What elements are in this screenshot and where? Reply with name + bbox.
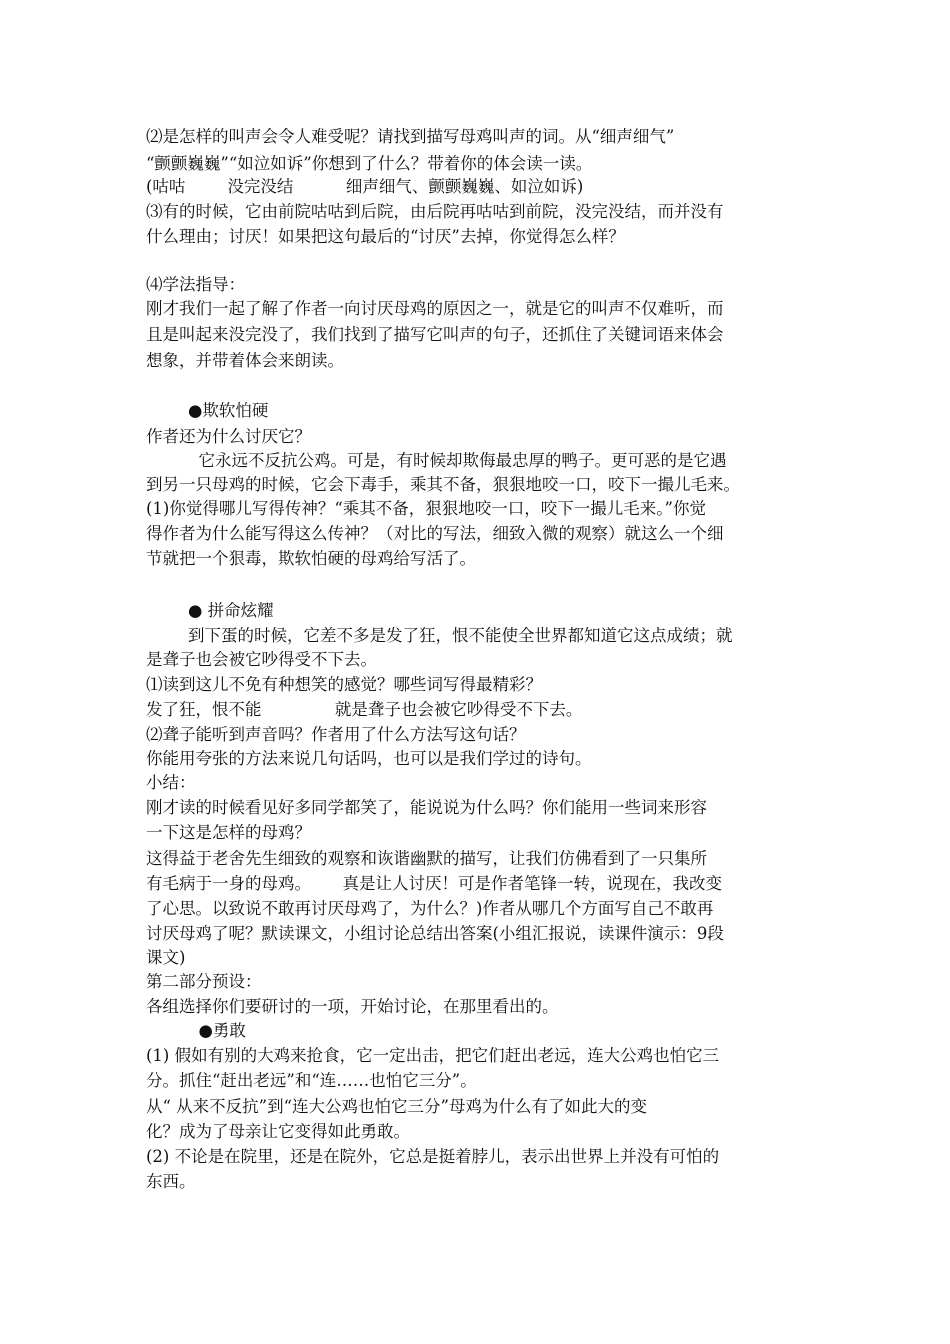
text-line: 各组选择你们要研讨的一项，开始讨论，在那里看出的。 [146, 997, 559, 1016]
text-line: ⑵是怎样的叫声会令人难受呢？请找到描写母鸡叫声的词。从“细声细气” [146, 127, 675, 146]
text-line: (2) 不论是在院里，还是在院外，它总是挺着脖儿，表示出世界上并没有可怕的 [146, 1147, 720, 1166]
text-line: ⑶有的时候，它由前院咕咕到后院，由后院再咕咕到前院，没完没结，而并没有 [146, 202, 724, 221]
text-line: 刚才我们一起了解了作者一向讨厌母鸡的原因之一，就是它的叫声不仅难听，而 [146, 299, 724, 318]
text-line: 且是叫起来没完没了，我们找到了描写它叫声的句子，还抓住了关键词语来体会 [146, 325, 724, 344]
bullet-heading: ● 拼命炫耀 [146, 601, 274, 620]
text-line: 到另一只母鸡的时候，它会下毒手，乘其不备，狠狠地咬一口，咬下一撮儿毛来。 [146, 475, 740, 494]
section-heading: 第二部分预设： [146, 972, 262, 991]
text-line: 发了狂，恨不能 就是聋子也会被它吵得受不下去。 [146, 700, 583, 719]
text-line: 了心思。以致说不敢再讨厌母鸡了，为什么？)作者从哪几个方面写自己不敢再 [146, 899, 714, 918]
text-line: 化？成为了母亲让它变得如此勇敢。 [146, 1122, 410, 1141]
text-line: 想象，并带着体会来朗读。 [146, 351, 344, 370]
text-line: (1) 假如有别的大鸡来抢食，它一定出击，把它们赶出老远，连大公鸡也怕它三 [146, 1046, 720, 1065]
section-heading: 小结： [146, 773, 196, 792]
text-line: 东西。 [146, 1172, 196, 1191]
text-line: 节就把一个狠毒，欺软怕硬的母鸡给写活了。 [146, 549, 476, 568]
section-heading: ⑷学法指导： [146, 275, 245, 294]
bullet-heading: ●欺软怕硬 [146, 401, 269, 420]
text-line: “颤颤巍巍”“如泣如诉”你想到了什么？带着你的体会读一读。 [146, 154, 593, 173]
bullet-heading: ●勇敢 [146, 1021, 246, 1040]
text-line: 这得益于老舍先生细致的观察和诙谐幽默的描写，让我们仿佛看到了一只集所 [146, 849, 707, 868]
text-line: 得作者为什么能写得这么传神？（对比的写法，细致入微的观察）就这么一个细 [146, 524, 724, 543]
text-line: 分。抓住“赶出老远”和“连……也怕它三分”。 [146, 1071, 477, 1090]
text-line: 到下蛋的时候，它差不多是发了狂，恨不能使全世界都知道它这点成绩；就 [146, 626, 733, 645]
text-line: 它永远不反抗公鸡。可是，有时候却欺侮最忠厚的鸭子。更可恶的是它遇 [146, 451, 727, 470]
text-line: 你能用夸张的方法来说几句话吗，也可以是我们学过的诗句。 [146, 749, 592, 768]
text-line: 刚才读的时候看见好多同学都笑了，能说说为什么吗？你们能用一些词来形容 [146, 798, 707, 817]
text-line: 什么理由；讨厌！如果把这句最后的“讨厌”去掉，你觉得怎么样？ [146, 227, 625, 246]
text-line: 一下这是怎样的母鸡？ [146, 823, 311, 842]
text-line: (1)你觉得哪儿写得传神？“乘其不备，狠狠地咬一口，咬下一撮儿毛来。”你觉 [146, 499, 706, 518]
text-line: (咕咕 没完没结 细声细气、颤颤巍巍、如泣如诉) [146, 177, 584, 196]
text-line: 作者还为什么讨厌它？ [146, 427, 311, 446]
text-line: 课文) [146, 948, 186, 967]
text-line: 是聋子也会被它吵得受不下去。 [146, 650, 377, 669]
text-line: 有毛病于一身的母鸡。 真是让人讨厌！可是作者笔锋一转，说现在，我改变 [146, 874, 722, 893]
text-line: 讨厌母鸡了呢？默读课文，小组讨论总结出答案(小组汇报说，读课件演示：9段 [146, 924, 724, 943]
text-line: ⑵聋子能听到声音吗？作者用了什么方法写这句话？ [146, 725, 526, 744]
text-line: ⑴读到这儿不免有种想笑的感觉？哪些词写得最精彩？ [146, 675, 542, 694]
text-line: 从“ 从来不反抗”到“连大公鸡也怕它三分”母鸡为什么有了如此大的变 [146, 1097, 647, 1116]
